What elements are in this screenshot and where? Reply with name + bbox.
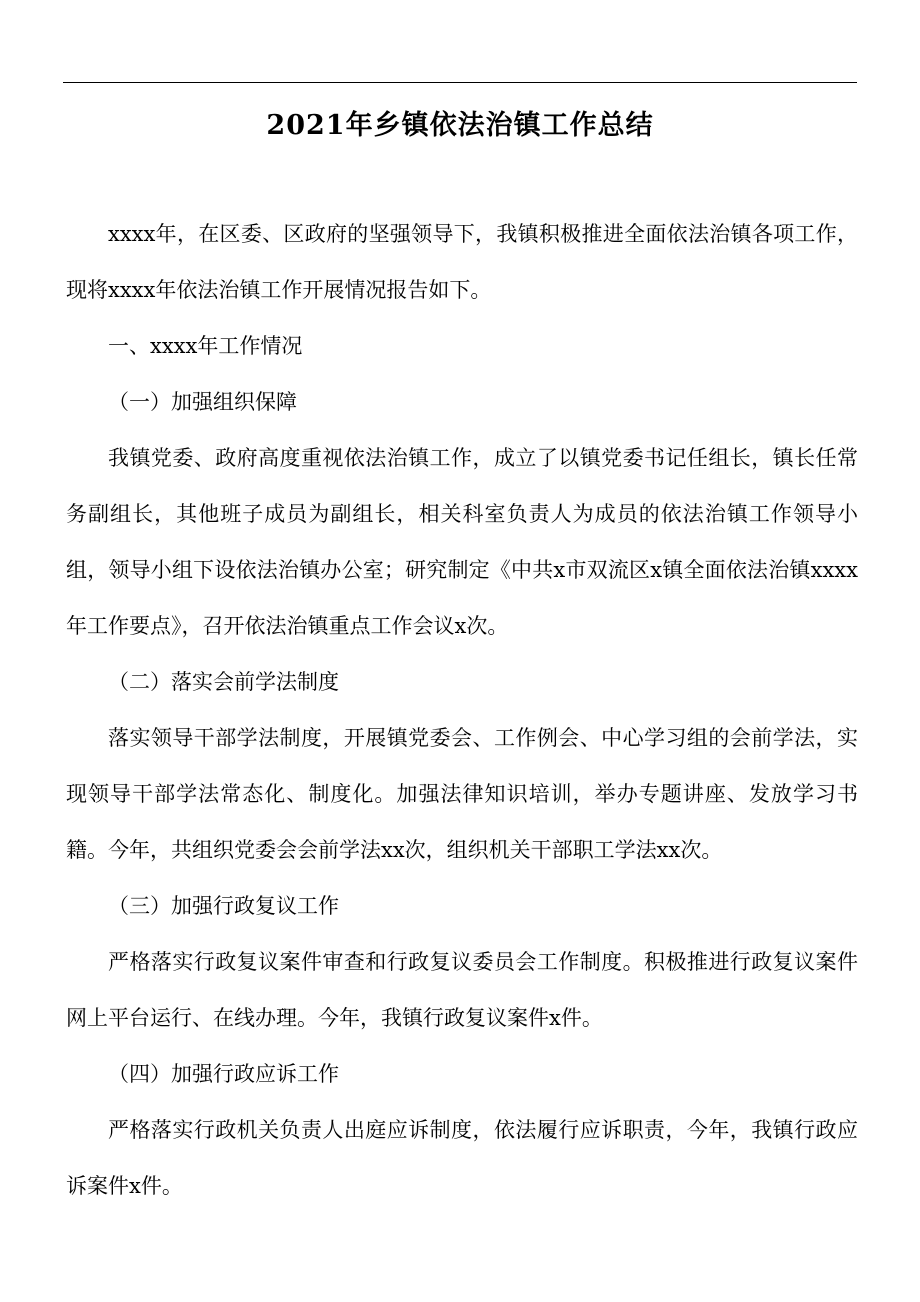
subheading-administrative-litigation: （四）加强行政应诉工作 [108,1062,339,1086]
administrative-litigation-paragraph: 严格落实行政机关负责人出庭应诉制度，依法履行应诉职责，今年，我镇行政应诉案件x件。 [66,1118,858,1198]
subheading-administrative-review: （三）加强行政复议工作 [108,894,339,918]
study-law-paragraph: 落实领导干部学法制度，开展镇党委会、工作例会、中心学习组的会前学法，实现领导干部学法常态化、制度化。加强法律知识培训，举办专题讲座、发放学习书籍。今年，共组织党委会会前学法xx次，组织机关干部职工学法xx次。 [66,726,858,862]
document-title: 2021年乡镇依法治镇工作总结 [266,110,654,142]
document-body [66,206,858,1214]
section-heading-work-situation: 一、xxxx年工作情况 [108,334,303,358]
organization-paragraph: 我镇党委、政府高度重视依法治镇工作，成立了以镇党委书记任组长，镇长任常务副组长，其他班子成员为副组长，相关科室负责人为成员的依法治镇工作领导小组，领导小组下设依法治镇办公室；研究制定《中共x市双流区x镇全面依法治镇xxxx年工作要点》，召开依法治镇重点工作会议x次。 [66,446,858,638]
header-rule [63,82,857,83]
administrative-review-paragraph: 严格落实行政复议案件审查和行政复议委员会工作制度。积极推进行政复议案件网上平台运行、在线办理。今年，我镇行政复议案件x件。 [66,950,858,1030]
subheading-study-law: （二）落实会前学法制度 [108,670,339,694]
intro-paragraph: xxxx年，在区委、区政府的坚强领导下，我镇积极推进全面依法治镇各项工作，现将xxxx年依法治镇工作开展情况报告如下。 [66,222,858,302]
subheading-organization: （一）加强组织保障 [108,390,297,414]
